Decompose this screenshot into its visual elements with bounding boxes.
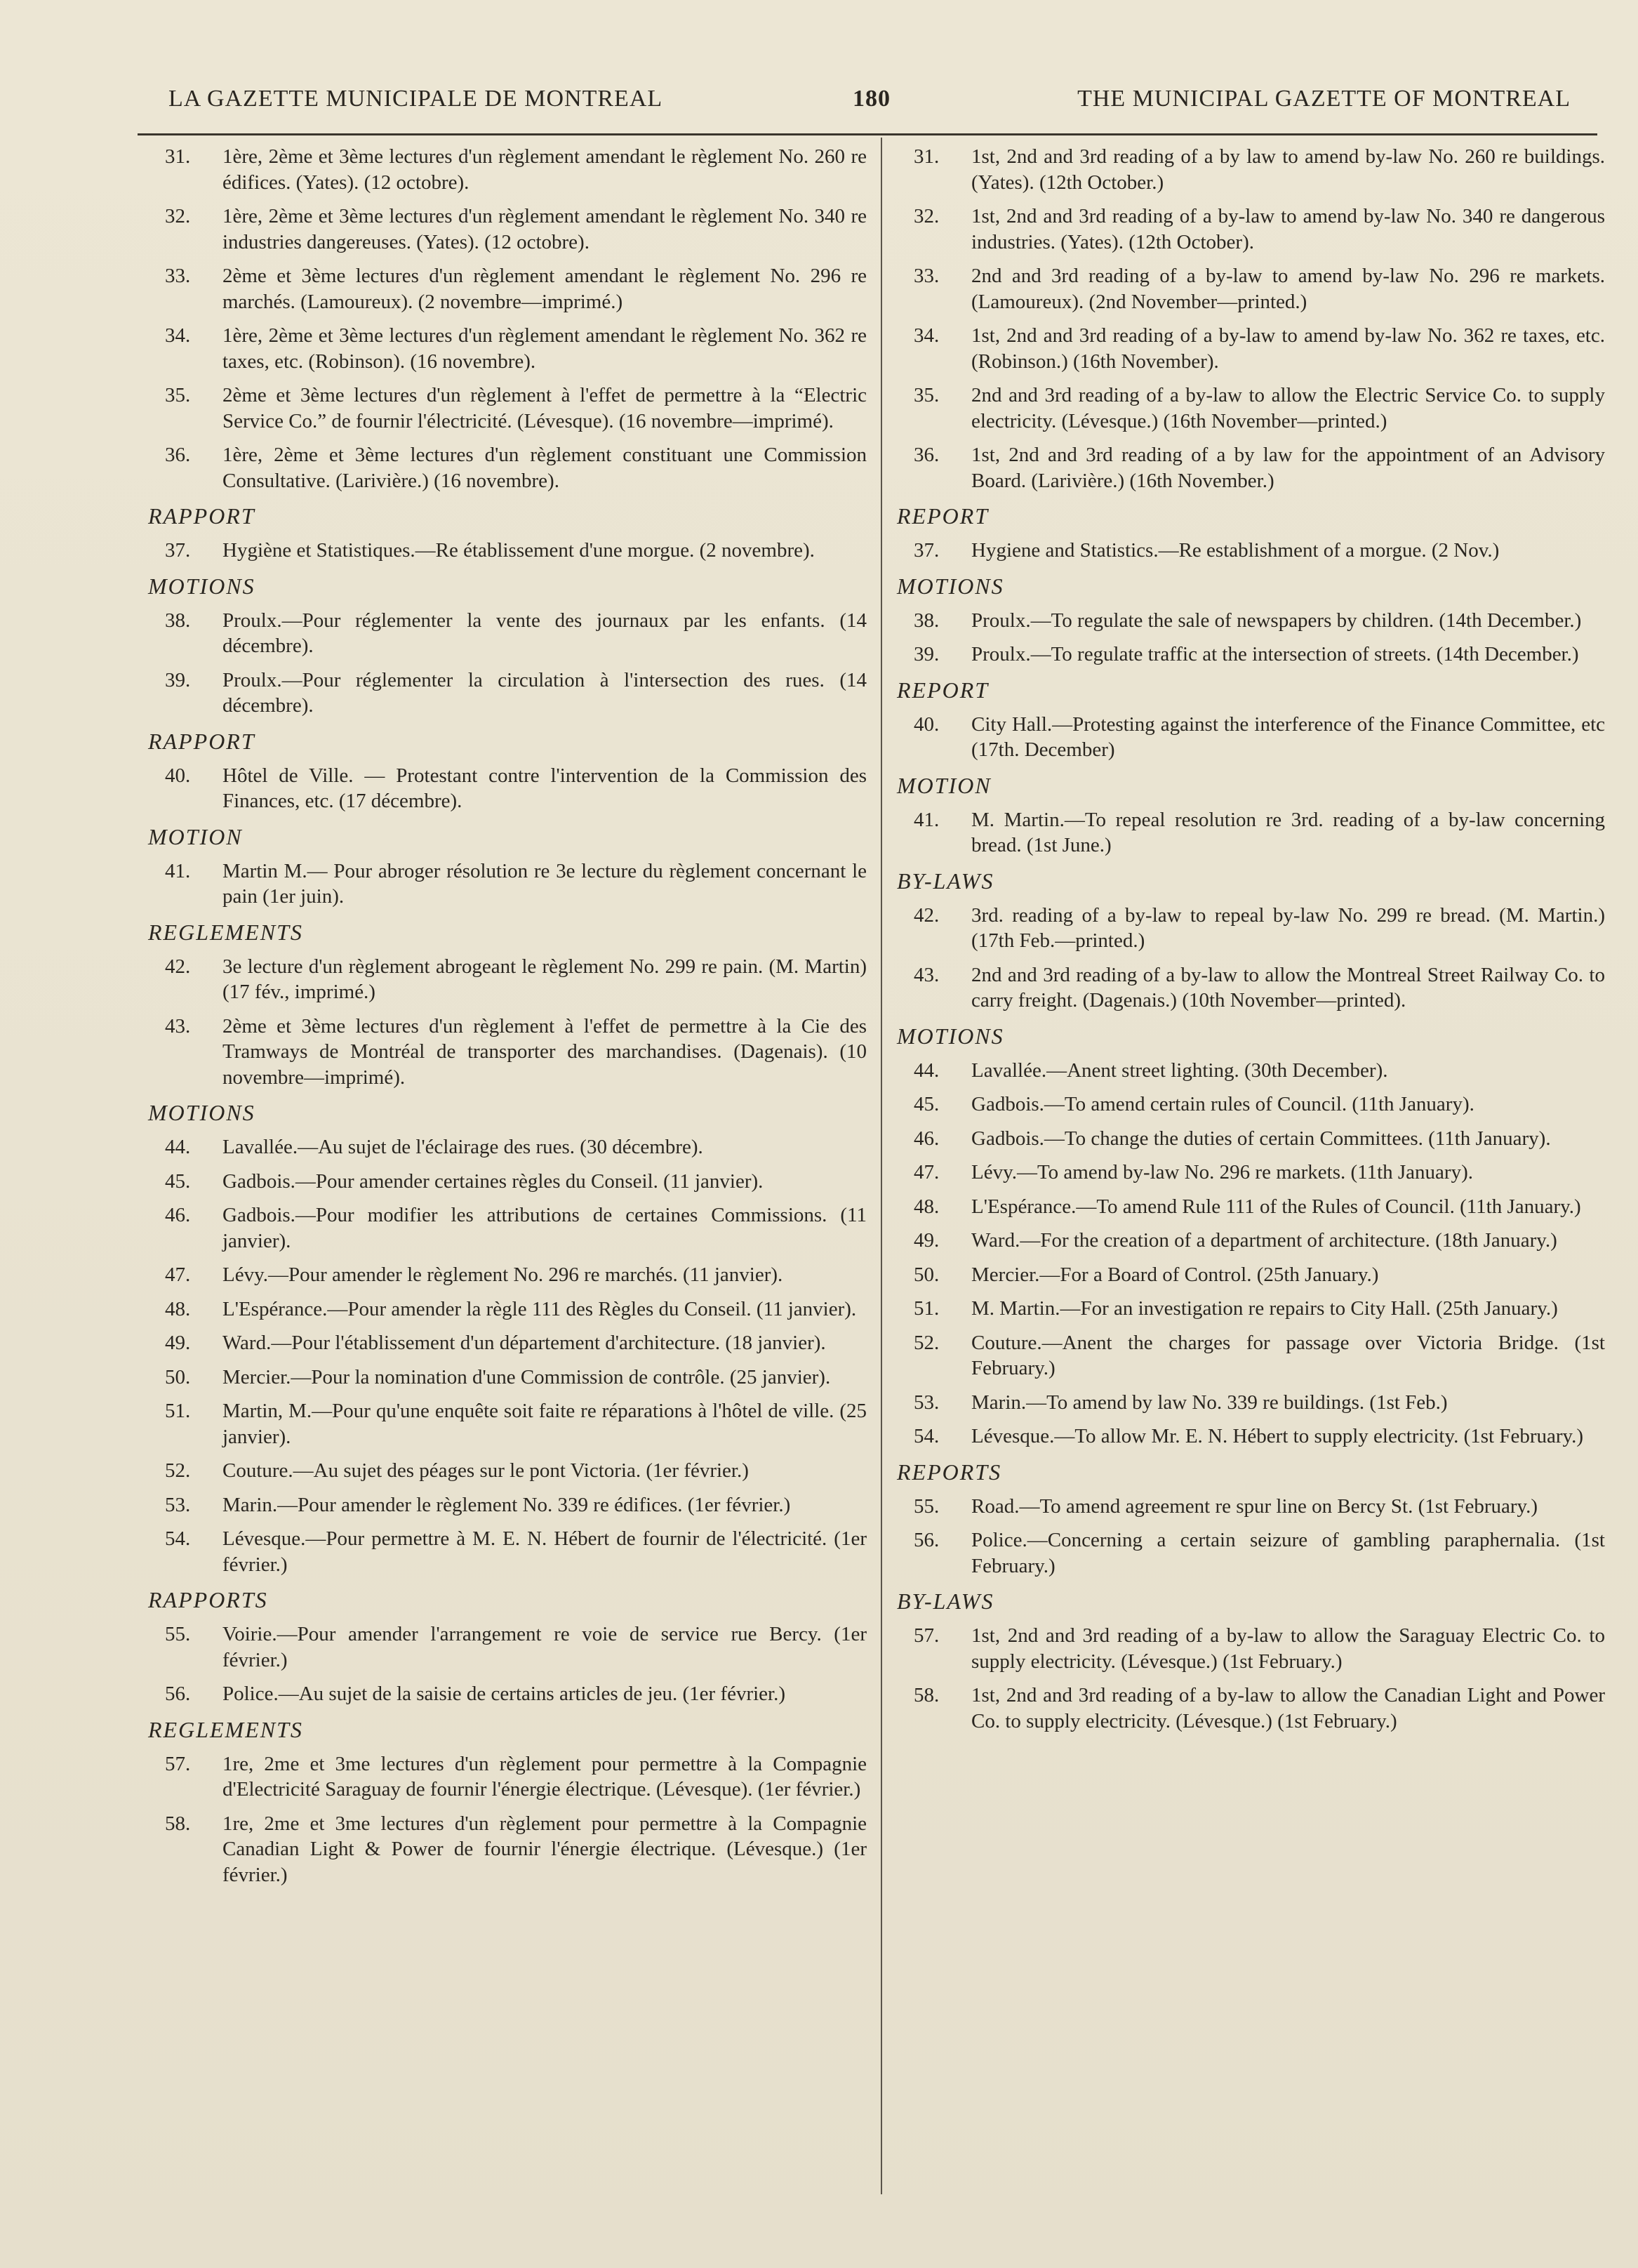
item-text: 1re, 2me et 3me lectures d'un règlement pour permettre à la Compagnie d'Electricité Saraguay de fournir l'énergie électrique. (Lévesque). (1er février.) [222,1752,867,1801]
item-number: 55. [165,1623,191,1645]
item-text: L'Espérance.—Pour amender la règle 111 des Règles du Conseil. (11 janvier). [222,1297,857,1320]
item-text: Road.—To amend agreement re spur line on Bercy St. (1st February.) [971,1494,1538,1518]
item-text: Lavallée.—Anent street lighting. (30th December). [971,1059,1388,1082]
item-text: 1ère, 2ème et 3ème lectures d'un règlement amendant le règlement No. 362 re taxes, etc. (Robinson). (16 novembre). [222,324,867,373]
item-text: 1st, 2nd and 3rd reading of a by law to amend by-law No. 260 re buildings. (Yates). (12th October.) [971,145,1605,194]
item-text: L'Espérance.—To amend Rule 111 of the Rules of Council. (11th January.) [971,1195,1581,1218]
french-section-heading: RAPPORT [148,728,255,754]
french-order-item [144,763,867,814]
french-order-item [144,1014,867,1091]
header-english-title: THE MUNICIPAL GAZETTE OF MONTREAL [1077,86,1571,112]
english-order-item [893,1494,1605,1520]
item-text: Lévesque.—Pour permettre à M. E. N. Hébert de fournir de l'électricité. (1er février.) [222,1527,867,1576]
english-order-item [893,1058,1605,1084]
item-number: 52. [914,1331,940,1354]
item-number: 35. [914,384,940,406]
item-text: Police.—Au sujet de la saisie de certains articles de jeu. (1er février.) [222,1683,786,1705]
french-order-item [144,1398,867,1450]
item-text: 2nd and 3rd reading of a by-law to allow the Montreal Street Railway Co. to carry freight. (Dagenais.) (10th November—printed). [971,963,1605,1012]
french-order-item [144,383,867,434]
french-order-item [144,1811,867,1888]
english-order-item [893,1228,1605,1254]
english-order-item [893,1194,1605,1220]
item-number: 52. [165,1459,191,1482]
english-section-heading: REPORTS [897,1459,1002,1485]
item-text: 1st, 2nd and 3rd reading of a by-law to amend by-law No. 362 re taxes, etc. (Robinson.) (16th November). [971,324,1605,373]
item-text: 1ère, 2ème et 3ème lectures d'un règlement amendant le règlement No. 340 re industries dangereuses. (Yates). (12 octobre). [222,205,867,253]
item-text: 1ère, 2ème et 3ème lectures d'un règlement amendant le règlement No. 260 re édifices. (Yates). (12 octobre). [222,145,867,194]
french-order-item [144,1169,867,1195]
english-section-heading: REPORT [897,503,990,529]
item-text: Lévy.—Pour amender le règlement No. 296 re marchés. (11 janvier). [222,1264,783,1286]
item-number: 33. [165,265,191,287]
item-number: 47. [914,1161,940,1183]
item-text: Hygiene and Statistics.—Re establishment of a morgue. (2 Nov.) [971,539,1500,562]
english-section-heading: MOTIONS [897,1023,1004,1049]
french-section-heading: MOTIONS [148,573,255,599]
english-order-item [893,538,1605,564]
english-order-item [893,712,1605,763]
item-number: 32. [165,205,191,227]
item-text: M. Martin.—To repeal resolution re 3rd. reading of a by-law concerning bread. (1st June.) [971,808,1605,856]
french-order-item [144,1526,867,1577]
english-order-item [893,1390,1605,1416]
item-text: 2ème et 3ème lectures d'un règlement à l'effet de permettre à la Cie des Tramways de Montréal de transporter des marchandises. (Dagenais). (10 novembre—imprimé). [222,1014,867,1089]
english-order-item [893,1126,1605,1152]
item-text: Police.—Concerning a certain seizure of gambling paraphernalia. (1st February.) [971,1529,1605,1577]
item-text: Lévy.—To amend by-law No. 296 re markets. (11th January). [971,1161,1473,1183]
french-order-item [144,1297,867,1322]
item-text: City Hall.—Protesting against the interference of the Finance Committee, etc (17th. December) [971,712,1605,761]
english-order-item [893,144,1605,195]
french-order-item [144,668,867,719]
english-section-heading: MOTIONS [897,573,1004,599]
item-number: 53. [165,1493,191,1516]
item-text: Gadbois.—Pour amender certaines règles du Conseil. (11 janvier). [222,1169,764,1193]
english-section-heading: MOTION [897,772,992,798]
item-number: 44. [914,1059,940,1082]
item-text: Proulx.—To regulate traffic at the intersection of streets. (14th December.) [971,643,1579,665]
english-order-item [893,1527,1605,1579]
french-order-item [144,1458,867,1484]
french-order-item [144,858,867,910]
french-order-item [144,1262,867,1288]
french-order-item [144,608,867,659]
english-order-item [893,263,1605,314]
item-number: 37. [914,539,940,562]
item-text: 2ème et 3ème lectures d'un règlement amendant le règlement No. 296 re marchés. (Lamoureux). (2 novembre—imprimé.) [222,265,867,313]
item-number: 33. [914,265,940,287]
french-order-item [144,1330,867,1356]
item-number: 54. [165,1527,191,1550]
column-divider [881,138,882,2194]
item-number: 58. [165,1812,191,1835]
item-number: 47. [165,1264,191,1286]
item-text: Martin, M.—Pour qu'une enquête soit faite re réparations à l'hôtel de ville. (25 janvier). [222,1400,867,1448]
english-order-item [893,1262,1605,1288]
item-number: 49. [914,1229,940,1252]
item-text: Couture.—Au sujet des péages sur le pont Victoria. (1er février.) [222,1459,749,1482]
french-order-item [144,1492,867,1518]
english-order-item [893,204,1605,255]
item-number: 51. [165,1400,191,1422]
english-order-item [893,1330,1605,1381]
item-number: 32. [914,205,940,227]
french-order-item [144,323,867,374]
item-number: 48. [914,1195,940,1218]
french-order-item [144,1751,867,1803]
item-text: Martin M.— Pour abroger résolution re 3e lecture du règlement concernant le pain (1er juin). [222,859,867,908]
item-number: 42. [914,903,940,927]
english-order-item [893,383,1605,434]
item-number: 36. [914,444,940,466]
english-order-item [893,1296,1605,1322]
french-section-heading: REGLEMENTS [148,1716,303,1742]
english-order-item [893,642,1605,668]
english-section-heading: REPORT [897,677,990,703]
item-number: 44. [165,1136,191,1158]
french-order-item [144,263,867,314]
item-text: Gadbois.—To amend certain rules of Council. (11th January). [971,1093,1474,1115]
french-order-item [144,1622,867,1673]
french-order-item [144,204,867,255]
french-order-item [144,954,867,1005]
item-text: Ward.—Pour l'établissement d'un département d'architecture. (18 janvier). [222,1332,826,1354]
item-number: 40. [914,712,940,736]
french-section-heading: MOTIONS [148,1100,255,1125]
item-text: Voirie.—Pour amender l'arrangement re voie de service rue Bercy. (1er février.) [222,1623,867,1671]
item-text: Proulx.—Pour réglementer la circulation à l'intersection des rues. (14 décembre). [222,668,867,717]
item-number: 34. [914,324,940,347]
item-number: 48. [165,1297,191,1320]
item-text: 2ème et 3ème lectures d'un règlement à l'effet de permettre à la “Electric Service Co.” de fournir l'électricité. (Lévesque). (16 novembre—imprimé). [222,384,867,432]
item-text: 1st, 2nd and 3rd reading of a by-law to amend by-law No. 340 re dangerous industries. (Yates). (12th October). [971,205,1605,253]
english-order-item [893,442,1605,493]
item-number: 53. [914,1391,940,1414]
item-text: Lavallée.—Au sujet de l'éclairage des rues. (30 décembre). [222,1136,703,1158]
item-number: 43. [914,963,940,986]
item-number: 49. [165,1332,191,1354]
item-text: Proulx.—To regulate the sale of newspapers by children. (14th December.) [971,609,1582,632]
english-order-item [893,807,1605,858]
item-number: 50. [165,1365,191,1388]
item-number: 51. [914,1297,940,1320]
english-order-item [893,1683,1605,1734]
english-order-item [893,1160,1605,1186]
english-section-heading: BY-LAWS [897,1589,994,1614]
french-order-item [144,144,867,195]
item-text: Lévesque.—To allow Mr. E. N. Hébert to supply electricity. (1st February.) [971,1425,1584,1447]
item-number: 50. [914,1263,940,1286]
english-order-item [893,1623,1605,1674]
item-text: Mercier.—For a Board of Control. (25th January.) [971,1263,1379,1286]
item-text: Mercier.—Pour la nomination d'une Commission de contrôle. (25 janvier). [222,1365,831,1388]
french-order-item [144,1134,867,1160]
item-text: Gadbois.—Pour modifier les attributions de certaines Commissions. (11 janvier). [222,1204,867,1252]
item-number: 55. [914,1494,940,1518]
item-number: 57. [914,1624,940,1647]
item-number: 58. [914,1684,940,1706]
item-text: Gadbois.—To change the duties of certain Committees. (11th January). [971,1127,1551,1150]
item-number: 56. [165,1683,191,1705]
item-number: 36. [165,444,191,466]
item-text: Hygiène et Statistiques.—Re établissement d'une morgue. (2 novembre). [222,539,815,562]
header-rule [138,133,1597,135]
header-french-title: LA GAZETTE MUNICIPALE DE MONTREAL [168,86,663,112]
item-number: 39. [165,668,191,691]
french-section-heading: RAPPORT [148,503,255,529]
item-text: 2nd and 3rd reading of a by-law to allow the Electric Service Co. to supply electricity. (Lévesque.) (16th November—printed.) [971,384,1605,432]
item-number: 40. [165,764,191,787]
item-number: 35. [165,384,191,406]
item-text: 3rd. reading of a by-law to repeal by-law No. 299 re bread. (M. Martin.) (17th Feb.—printed.) [971,903,1605,952]
item-text: Couture.—Anent the charges for passage over Victoria Bridge. (1st February.) [971,1331,1605,1379]
english-order-item [893,323,1605,374]
item-text: Proulx.—Pour réglementer la vente des journaux par les enfants. (14 décembre). [222,609,867,657]
item-number: 41. [914,808,940,831]
french-order-item [144,1681,867,1707]
item-number: 37. [165,539,191,562]
item-number: 38. [165,609,191,632]
item-text: 1ère, 2ème et 3ème lectures d'un règlement constituant une Commission Consultative. (Larivière.) (16 novembre). [222,444,867,492]
item-number: 31. [914,145,940,168]
item-text: 1re, 2me et 3me lectures d'un règlement pour permettre à la Compagnie Canadian Light & Power de fournir l'énergie électrique. (Lévesque.) (1er février.) [222,1812,867,1886]
item-text: 3e lecture d'un règlement abrogeant le règlement No. 299 re pain. (M. Martin) (17 fév., imprimé.) [222,955,867,1003]
item-text: 1st, 2nd and 3rd reading of a by-law to allow the Saraguay Electric Co. to supply electricity. (Lévesque.) (1st February.) [971,1624,1605,1673]
item-text: 1st, 2nd and 3rd reading of a by-law to allow the Canadian Light and Power Co. to supply electricity. (Lévesque.) (1st February.) [971,1684,1605,1732]
english-section-heading: BY-LAWS [897,868,994,894]
item-number: 45. [165,1169,191,1193]
french-order-item [144,538,867,564]
item-text: M. Martin.—For an investigation re repairs to City Hall. (25th January.) [971,1297,1558,1320]
item-text: Hôtel de Ville. — Protestant contre l'intervention de la Commission des Finances, etc. (17 décembre). [222,764,867,812]
item-text: Marin.—Pour amender le règlement No. 339 re édifices. (1er février.) [222,1493,791,1516]
item-number: 31. [165,145,191,168]
french-order-item [144,442,867,493]
item-text: 2nd and 3rd reading of a by-law to amend by-law No. 296 re markets. (Lamoureux). (2nd November—printed.) [971,265,1605,313]
french-section-heading: REGLEMENTS [148,919,303,945]
french-section-heading: MOTION [148,823,243,849]
french-order-item [144,1365,867,1391]
english-order-item [893,608,1605,634]
item-text: Marin.—To amend by law No. 339 re buildings. (1st Feb.) [971,1391,1448,1414]
english-order-item [893,903,1605,954]
item-text: Ward.—For the creation of a department of architecture. (18th January.) [971,1229,1557,1252]
item-number: 54. [914,1425,940,1447]
item-number: 42. [165,955,191,978]
item-number: 41. [165,859,191,882]
english-order-item [893,962,1605,1014]
french-column [144,144,867,1896]
item-text: 1st, 2nd and 3rd reading of a by law for the appointment of an Advisory Board. (Larivière.) (16th November.) [971,444,1605,492]
item-number: 46. [914,1127,940,1150]
item-number: 34. [165,324,191,347]
item-number: 39. [914,643,940,665]
item-number: 57. [165,1752,191,1775]
english-order-item [893,1424,1605,1450]
item-number: 43. [165,1014,191,1037]
item-number: 56. [914,1529,940,1551]
french-order-item [144,1202,867,1254]
english-order-item [893,1092,1605,1118]
french-section-heading: RAPPORTS [148,1587,268,1612]
page-header [168,86,1571,121]
item-number: 38. [914,609,940,632]
item-number: 46. [165,1204,191,1226]
item-number: 45. [914,1093,940,1115]
page-number: 180 [853,86,891,112]
english-column [893,144,1605,1742]
